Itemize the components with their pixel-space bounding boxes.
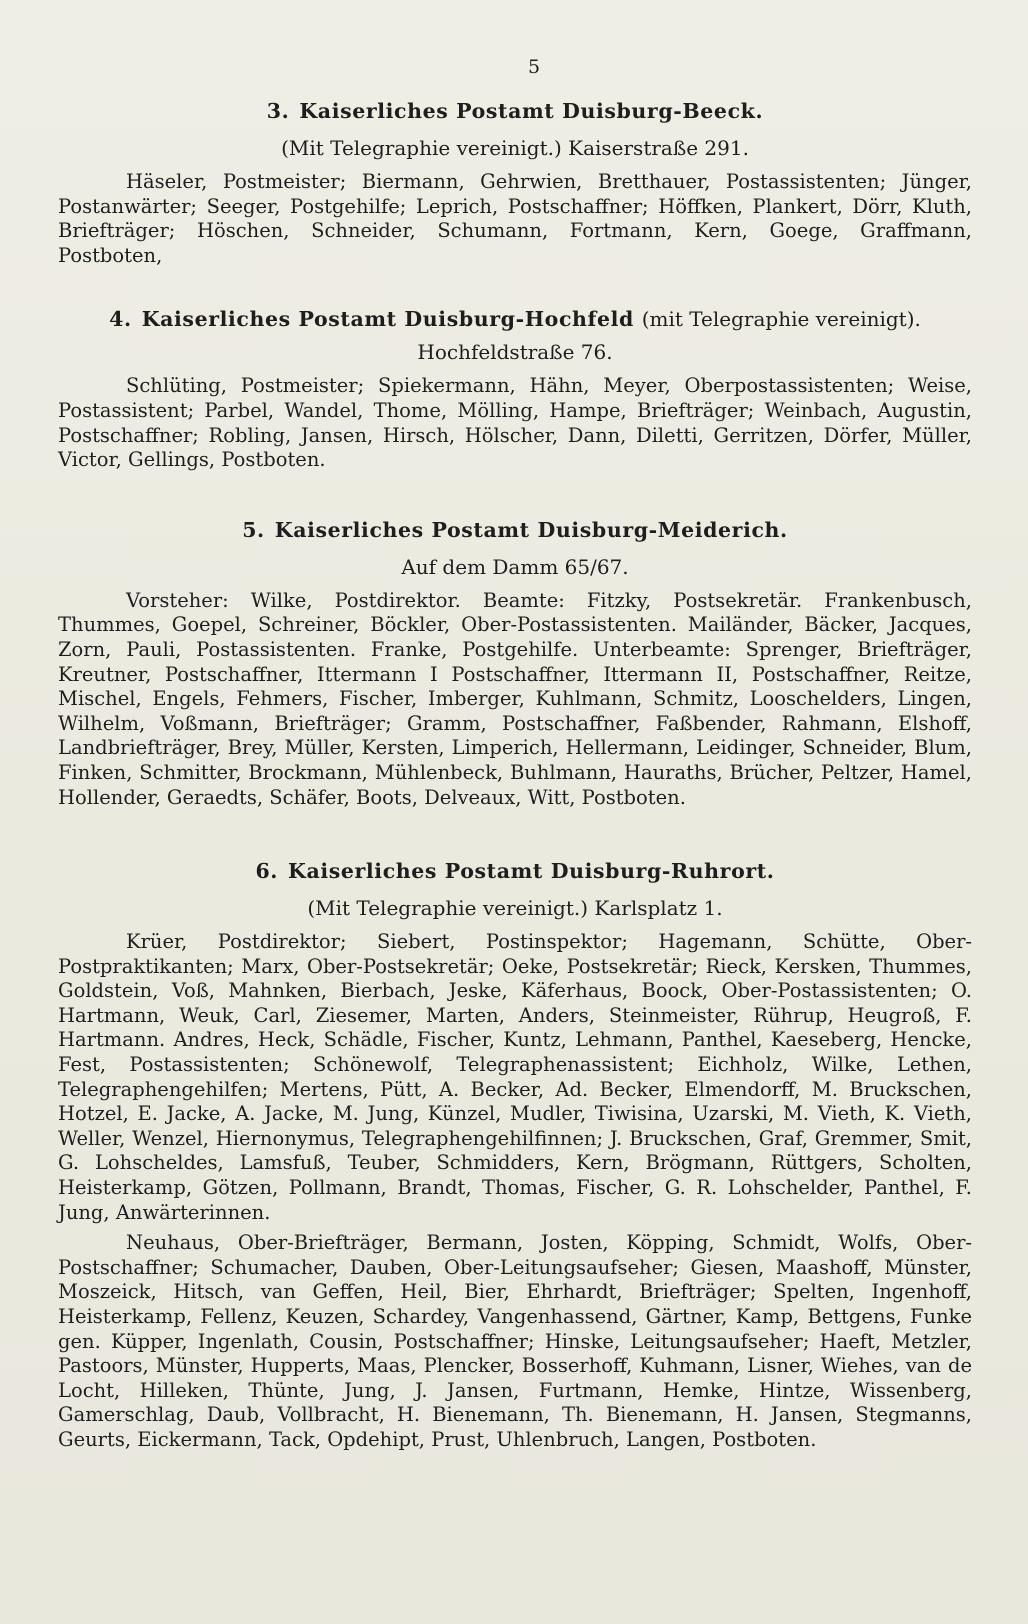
section-title-text: Kaiserliches Postamt Duisburg-Meiderich.	[274, 517, 788, 542]
section-title	[58, 96, 972, 126]
section-duisburg-ruhrort	[58, 856, 972, 1452]
section-paragraph: Krüer, Postdirektor; Siebert, Postinspektor; Hagemann, Schütte, Ober-Postpraktikanten; Marx, Ober-Postsekretär; Oeke, Postsekretär; Rieck, Kersken, Thummes, Goldstein, Voß, Mahnken, Bierbach, Jeske, Käferhaus, Boock, Ober-Postassistenten; O. Hartmann, Weuk, Carl, Ziesemer, Marten, Anders, Steinmeister, Rührup, Heugroß, F. Hartmann. Andres, Heck, Schädle, Fischer, Kuntz, Lehmann, Panthel, Kaeseberg, Hencke, Fest, Postassistenten; Schönewolf, Telegraphenassistent; Eichholz, Wilke, Lethen, Telegraphengehilfen; Mertens, Pütt, A. Becker, Ad. Becker, Elmendorff, M. Bruckschen, Hotzel, E. Jacke, A. Jacke, M. Jung, Künzel, Mudler, Tiwisina, Uzarski, M. Vieth, K. Vieth, Weller, Wenzel, Hiernonymus, Telegraphengehilfinnen; J. Bruckschen, Graf, Gremmer, Smit, G. Lohscheldes, Lamsfuß, Teuber, Schmidders, Kern, Brögmann, Rüttgers, Scholten, Heisterkamp, Götzen, Pollmann, Brandt, Thomas, Fischer, G. R. Lohschelder, Panthel, F. Jung, Anwärterinnen.	[58, 930, 972, 1224]
section-duisburg-hochfeld	[58, 304, 972, 472]
section-title-suffix: (mit Telegraphie vereinigt).	[641, 307, 921, 332]
section-title	[58, 856, 972, 886]
section-paragraph: Häseler, Postmeister; Biermann, Gehrwien, Bretthauer, Postassistenten; Jünger, Postanwärter; Seeger, Postgehilfe; Leprich, Postschaffner; Höffken, Plankert, Dörr, Kluth, Briefträger; Höschen, Schneider, Schumann, Fortmann, Kern, Goege, Graffmann, Postboten,	[58, 170, 972, 267]
section-subtitle: (Mit Telegraphie vereinigt.) Karlsplatz 1.	[307, 896, 723, 921]
section-paragraph: Schlüting, Postmeister; Spiekermann, Hähn, Meyer, Oberpostassistenten; Weise, Postassistent; Parbel, Wandel, Thome, Mölling, Hampe, Briefträger; Weinbach, Augustin, Postschaffner; Robling, Jansen, Hirsch, Hölscher, Dann, Diletti, Gerritzen, Dörfer, Müller, Victor, Gellings, Postboten.	[58, 374, 972, 472]
section-duisburg-beeck	[58, 96, 972, 268]
section-duisburg-meiderich	[58, 515, 972, 810]
section-subtitle: Hochfeldstraße 76.	[417, 340, 613, 365]
section-title-text: Kaiserliches Postamt Duisburg-Hochfeld	[141, 307, 634, 332]
section-title-text: Kaiserliches Postamt Duisburg-Beeck.	[299, 99, 764, 123]
section-title	[58, 515, 972, 545]
section-number: 3.	[266, 99, 290, 123]
section-subtitle: Auf dem Damm 65/67.	[401, 554, 629, 579]
section-number: 6.	[255, 859, 279, 884]
section-number: 5.	[242, 517, 265, 542]
section-title	[58, 304, 972, 334]
section-paragraph: Neuhaus, Ober-Briefträger, Bermann, Josten, Köpping, Schmidt, Wolfs, Ober-Postschaffner; Schumacher, Dauben, Ober-Leitungsaufseher; Giesen, Maashoff, Münster, Moszeick, Hitsch, van Geffen, Heil, Bier, Ehrhardt, Briefträger; Spelten, Ingenhoff, Heisterkamp, Fellenz, Keuzen, Schardey, Vangenhassend, Gärtner, Kamp, Bettgens, Funke gen. Küpper, Ingenlath, Cousin, Postschaffner; Hinske, Leitungsaufseher; Haeft, Metzler, Pastoors, Münster, Hupperts, Maas, Plencker, Bosserhoff, Kuhmann, Lisner, Wiehes, van de Locht, Hilleken, Thünte, Jung, J. Jansen, Furtmann, Hemke, Hintze, Wissenberg, Gamerschlag, Daub, Vollbracht, H. Bienemann, Th. Bienemann, H. Jansen, Stegmanns, Geurts, Eickermann, Tack, Opdehipt, Prust, Uhlenbruch, Langen, Postboten.	[58, 1231, 972, 1451]
section-subtitle: (Mit Telegraphie vereinigt.) Kaiserstraße 291.	[281, 136, 749, 160]
section-paragraph: Vorsteher: Wilke, Postdirektor. Beamte: Fitzky, Postsekretär. Frankenbusch, Thummes, Goepel, Schreiner, Böckler, Ober-Postassistenten. Mailänder, Bäcker, Jacques, Zorn, Pauli, Postassistenten. Franke, Postgehilfe. Unterbeamte: Sprenger, Briefträger, Kreutner, Postschaffner, Ittermann I Postschaffner, Ittermann II, Postschaffner, Reitze, Mischel, Engels, Fehmers, Fischer, Imberger, Kuhlmann, Schmitz, Looschelders, Lingen, Wilhelm, Voßmann, Briefträger; Gramm, Postschaffner, Faßbender, Rahmann, Elshoff, Landbriefträger, Brey, Müller, Kersten, Limperich, Hellermann, Leidinger, Schneider, Blum, Finken, Schmitter, Brockmann, Mühlenbeck, Buhlmann, Hauraths, Brücher, Peltzer, Hamel, Hollender, Geraedts, Schäfer, Boots, Delveaux, Witt, Postboten.	[58, 588, 972, 809]
section-number: 4.	[109, 307, 132, 332]
section-title-text: Kaiserliches Postamt Duisburg-Ruhrort.	[288, 859, 775, 884]
page-number: 5	[527, 56, 541, 78]
